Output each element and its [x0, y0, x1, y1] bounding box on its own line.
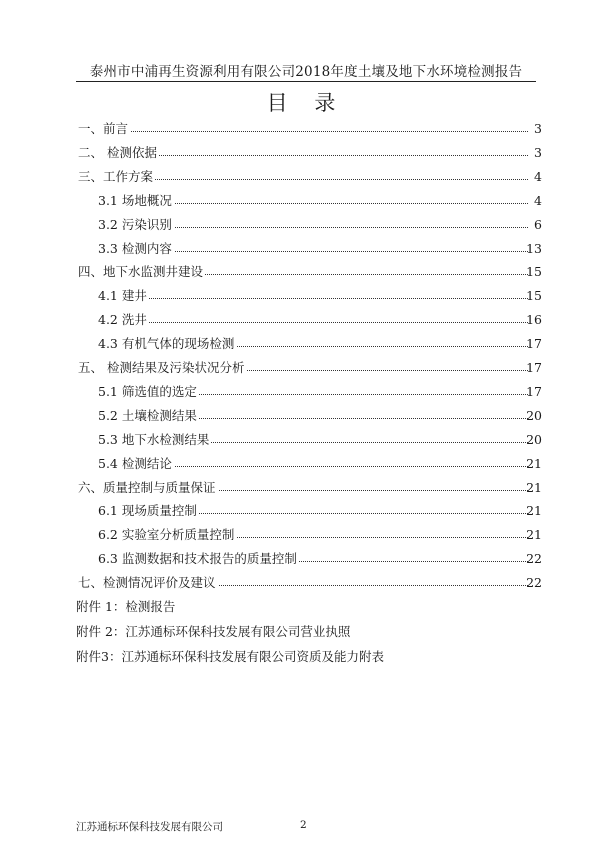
- toc-entry-label: 五、 检测结果及污染状况分析: [78, 360, 245, 375]
- toc-entry-page: 20: [526, 431, 542, 447]
- toc-entry-label: 5.2 土壤检测结果: [98, 407, 197, 423]
- toc-entry-page: 22: [526, 551, 542, 567]
- toc-entry[interactable]: [0, 192, 612, 210]
- toc-entry-label: 6.3 监测数据和技术报告的质量控制: [98, 551, 297, 567]
- toc-entry-page: 3: [534, 121, 542, 136]
- toc-entry[interactable]: [0, 455, 612, 473]
- toc-entry-page: 17: [526, 336, 542, 352]
- toc-entry[interactable]: [0, 240, 612, 258]
- toc-entry-page: 20: [526, 407, 542, 423]
- toc-entry-page: 22: [526, 575, 542, 591]
- toc-entry-label: 4.2 洗井: [98, 312, 147, 328]
- running-header: 泰州市中浦再生资源利用有限公司2018年度土壤及地下水环境检测报告: [89, 64, 523, 80]
- footer-company: 江苏通标环保科技发展有限公司: [76, 821, 223, 833]
- toc-title: 目 录: [266, 91, 346, 115]
- toc-entry[interactable]: [0, 287, 612, 305]
- toc-entry[interactable]: [0, 120, 612, 138]
- toc-entry[interactable]: [0, 311, 612, 329]
- toc-entry[interactable]: [0, 144, 612, 162]
- toc-entry-page: 17: [526, 383, 542, 399]
- toc-dot-leader: [98, 298, 528, 299]
- toc-entry-page: 6: [534, 216, 542, 232]
- toc-entry-label: 4.3 有机气体的现场检测: [98, 336, 235, 352]
- toc-entry-label: 4.1 建井: [98, 288, 147, 304]
- toc-entry[interactable]: [0, 479, 612, 497]
- toc-entry-label: 二、 检测依据: [78, 144, 157, 160]
- toc-entry[interactable]: [0, 359, 612, 377]
- toc-entry-page: 4: [534, 168, 542, 184]
- toc-entry[interactable]: [0, 335, 612, 353]
- toc-entry[interactable]: [0, 216, 612, 234]
- toc-entry[interactable]: [0, 574, 612, 592]
- toc-entry-label: 三、工作方案: [78, 168, 154, 184]
- toc-entry-page: 21: [526, 503, 542, 519]
- toc-entry-label: 5.1 筛选值的选定: [98, 383, 197, 399]
- toc-entry-label: 一、前言: [78, 121, 129, 136]
- toc-entry-label: 3.3 检测内容: [98, 240, 172, 256]
- toc-entry-page: 4: [534, 192, 542, 208]
- toc-entry-page: 21: [526, 455, 542, 471]
- toc-entry-page: 15: [526, 288, 542, 304]
- appendix-1[interactable]: 附件 1：检测报告: [76, 599, 176, 614]
- toc-entry-page: 3: [534, 144, 542, 160]
- toc-entry-label: 六、质量控制与质量保证: [78, 479, 216, 495]
- toc-entry[interactable]: [0, 263, 612, 281]
- toc-entry-label: 七、检测情况评价及建议: [78, 575, 216, 591]
- toc-entry-label: 5.3 地下水检测结果: [98, 431, 210, 447]
- toc-entry-label: 3.1 场地概况: [98, 192, 172, 208]
- toc-entry[interactable]: [0, 383, 612, 401]
- toc-dot-leader: [98, 322, 528, 323]
- toc-entry-page: 13: [526, 240, 542, 256]
- toc-dot-leader: [78, 131, 528, 132]
- appendix-2[interactable]: 附件 2：江苏通标环保科技发展有限公司营业执照: [76, 624, 351, 639]
- toc-entry-page: 21: [526, 527, 542, 543]
- toc-entry-label: 5.4 检测结论: [98, 455, 172, 471]
- toc-entry[interactable]: [0, 407, 612, 425]
- toc-entry[interactable]: [0, 168, 612, 186]
- appendix-3[interactable]: 附件3：江苏通标环保科技发展有限公司资质及能力附表: [76, 649, 384, 664]
- toc-entry[interactable]: [0, 526, 612, 544]
- toc-entry-page: 16: [526, 312, 542, 328]
- toc-entry-page: 21: [526, 479, 542, 495]
- toc-entry[interactable]: [0, 502, 612, 520]
- toc-entry-label: 6.1 现场质量控制: [98, 503, 197, 519]
- toc-entry-page: 17: [526, 360, 542, 375]
- toc-entry-label: 四、地下水监测井建设: [78, 264, 204, 280]
- toc-entry[interactable]: [0, 431, 612, 449]
- toc-entry-label: 6.2 实验室分析质量控制: [98, 527, 235, 543]
- toc-entry-label: 3.2 污染识别: [98, 216, 172, 232]
- toc-entry-page: 15: [526, 264, 542, 280]
- footer-page-number: 2: [300, 819, 307, 831]
- toc-entry[interactable]: [0, 550, 612, 568]
